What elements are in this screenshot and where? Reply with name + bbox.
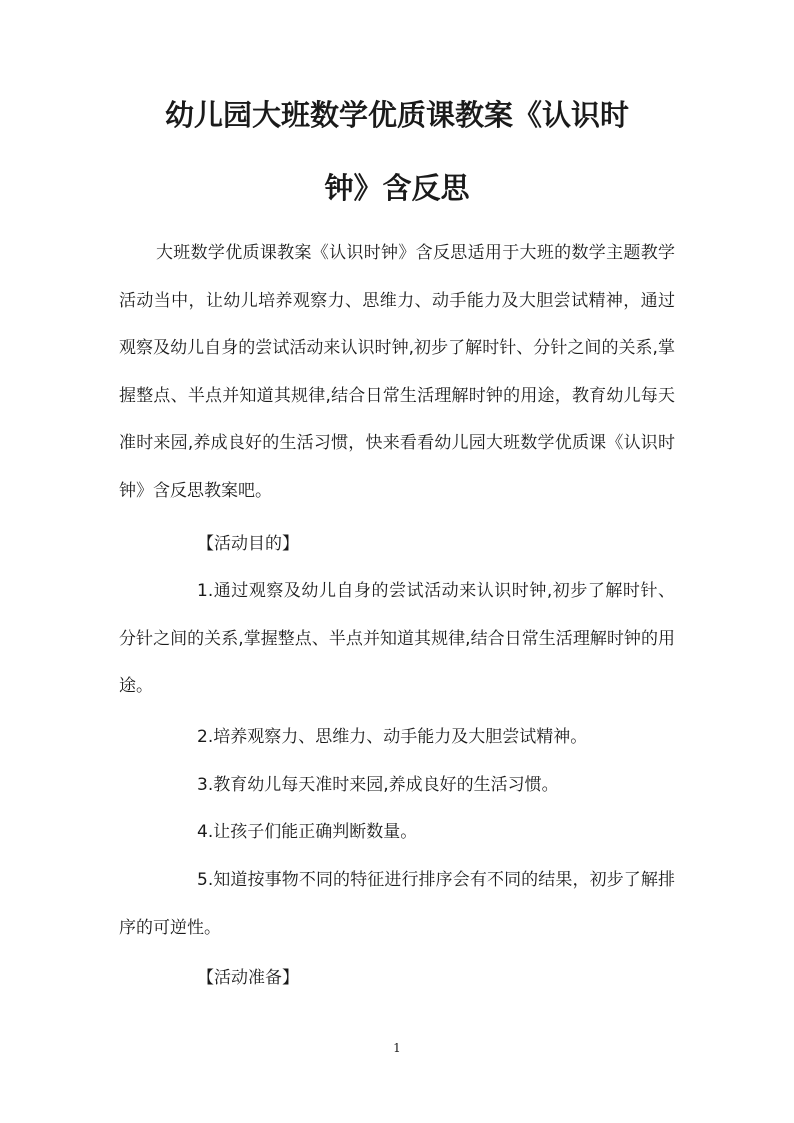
objective-5: 5.知道按事物不同的特征进行排序会有不同的结果，初步了解排序的可逆性。 <box>119 870 675 938</box>
document-title-line-1: 幼儿园大班数学优质课教案《认识时 <box>164 98 629 132</box>
document-title-line-2: 钟》含反思 <box>324 171 470 205</box>
objective-4: 4.让孩子们能正确判断数量。 <box>197 822 418 842</box>
objective-3: 3.教育幼儿每天准时来园,养成良好的生活习惯。 <box>197 775 559 795</box>
section-heading-preparation: 【活动准备】 <box>197 968 299 988</box>
objective-2: 2.培养观察力、思维力、动手能力及大胆尝试精神。 <box>197 727 588 747</box>
intro-paragraph: 大班数学优质课教案《认识时钟》含反思适用于大班的数学主题教学活动当中，让幼儿培养观察力、思维力、动手能力及大胆尝试精神，通过观察及幼儿自身的尝试活动来认识时钟,初步了解时针、分针之间的关系,掌握整点、半点并知道其规律,结合日常生活理解时钟的用途，教育幼儿每天准时来园,养成良好的生活习惯，快来看看幼儿园大班数学优质课《认识时钟》含反思教案吧。 <box>119 243 675 501</box>
section-heading-goals: 【活动目的】 <box>197 534 299 554</box>
objective-1: 1.通过观察及幼儿自身的尝试活动来认识时钟,初步了解时针、分针之间的关系,掌握整点、半点并知道其规律,结合日常生活理解时钟的用途。 <box>119 581 675 696</box>
page-number: 1 <box>393 1041 401 1055</box>
